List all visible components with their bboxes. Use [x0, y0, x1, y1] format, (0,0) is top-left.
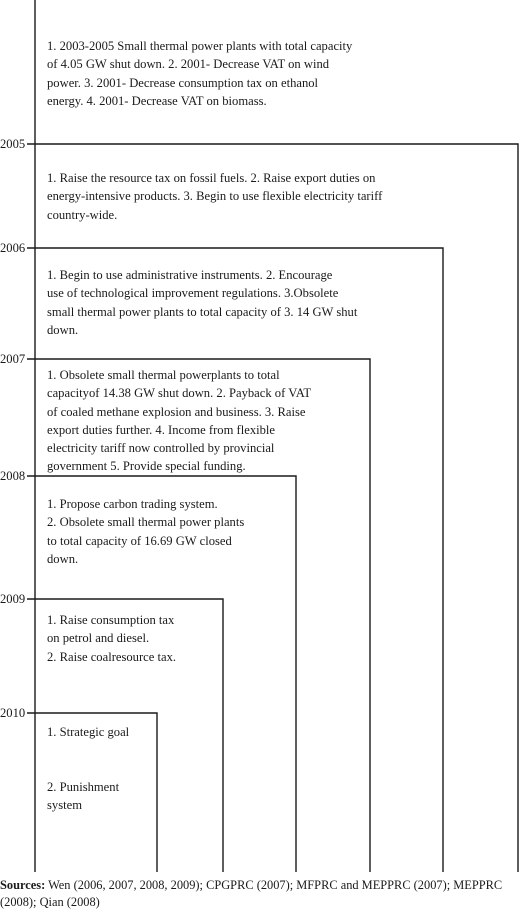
- year-label-2008: 2008: [0, 469, 26, 483]
- sources-text: Wen (2006, 2007, 2008, 2009); CPGPRC (2007); MFPRC and MEPPRC (2007); MEPPRC (2008); Qian (2008): [0, 878, 503, 909]
- year-label-2009: 2009: [0, 592, 26, 606]
- stage-text-pre-2005: 1. 2003-2005 Small thermal power plants with total capacity of 4.05 GW shut down. 2. 2001- Decrease VAT on wind power. 3. 2001- Decrease consumption tax on ethanol energy. 4. 2001- Decrease VAT on biomass.: [47, 39, 353, 108]
- year-label-2010: 2010: [0, 706, 26, 720]
- stage-text-2007: 1. Obsolete small thermal powerplants to total capacityof 14.38 GW shut down. 2. Payback of VAT of coaled methane explosion and business. 3. Raise export duties further. 4. Income from flexible electricity tariff now controlled by provincial government 5. Provide special funding.: [47, 368, 312, 474]
- stage-text-2005: 1. Raise the resource tax on fossil fuels. 2. Raise export duties on energy-intensive products. 3. Begin to use flexible electricity tariff country-wide.: [47, 171, 383, 222]
- stage-text-2009: 1. Raise consumption tax on petrol and diesel. 2. Raise coalresource tax.: [47, 613, 177, 664]
- stage-text-2006: 1. Begin to use administrative instruments. 2. Encourage use of technological improvement regulations. 3.Obsolete small thermal power plants to total capacity of 3. 14 GW shut down.: [47, 268, 358, 337]
- stage-text-2008: 1. Propose carbon trading system. 2. Obsolete small thermal power plants to total capacity of 16.69 GW closed down.: [47, 497, 245, 566]
- stage-text-2010: 1. Strategic goal 2. Punishment system: [47, 725, 130, 813]
- sources-caption: [0, 877, 518, 911]
- year-label-2006: 2006: [0, 241, 26, 255]
- year-label-2005: 2005: [0, 137, 26, 151]
- year-label-2007: 2007: [0, 352, 26, 366]
- sources-label: Sources:: [0, 878, 46, 892]
